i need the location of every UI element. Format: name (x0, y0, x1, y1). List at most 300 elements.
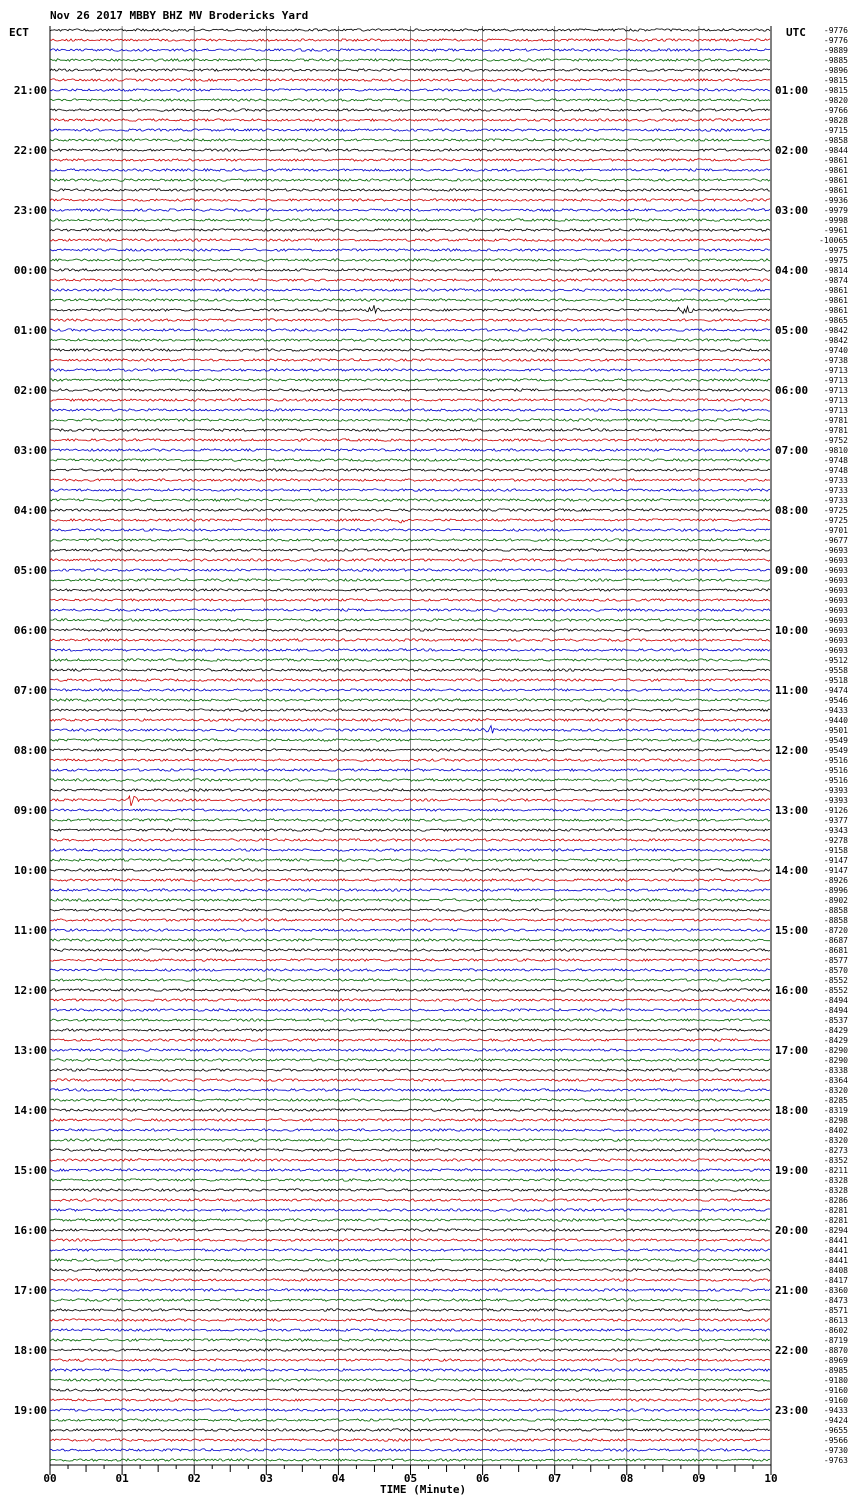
trace-row-85 (50, 879, 770, 881)
trace-row-5 (50, 79, 770, 81)
row-value-label: -9393 (823, 796, 848, 805)
x-tick-label: 05 (403, 1472, 418, 1485)
trace-row-133 (50, 1359, 770, 1361)
left-hour-label: 19:00 (13, 1404, 47, 1417)
left-hour-label: 05:00 (13, 564, 47, 577)
right-hour-label: 11:00 (775, 684, 809, 697)
trace-row-93 (50, 959, 770, 961)
x-axis-label: TIME (Minute) (380, 1483, 467, 1496)
row-value-label: -9861 (823, 176, 848, 185)
row-value-label: -9844 (823, 146, 848, 155)
trace-row-90 (50, 929, 770, 931)
row-value-label: -9748 (823, 466, 848, 475)
trace-row-24 (50, 269, 770, 271)
row-value-label: -9842 (823, 326, 848, 335)
row-value-label: -9861 (823, 166, 848, 175)
right-hour-label: 13:00 (775, 804, 809, 817)
trace-row-142 (50, 1449, 770, 1451)
trace-row-15 (50, 179, 770, 181)
trace-row-113 (50, 1159, 770, 1161)
trace-row-60 (50, 629, 770, 631)
trace-row-31 (50, 339, 770, 341)
right-hour-label: 09:00 (775, 564, 809, 577)
trace-row-77 (50, 796, 770, 806)
row-value-label: -8613 (823, 1316, 848, 1325)
trace-row-76 (50, 789, 770, 791)
minute-gridlines (122, 26, 699, 1465)
right-hour-label: 23:00 (775, 1404, 809, 1417)
row-value-label: -9713 (823, 386, 848, 395)
row-value-label: -8211 (823, 1166, 848, 1175)
left-hour-label: 06:00 (13, 624, 47, 637)
row-value-label: -8473 (823, 1296, 848, 1305)
row-value-label: -9158 (823, 846, 848, 855)
row-value-label: -8417 (823, 1276, 848, 1285)
trace-row-139 (50, 1419, 770, 1421)
row-value-label: -9655 (823, 1426, 848, 1435)
row-value-label: -9474 (823, 686, 848, 695)
row-value-label: -9180 (823, 1376, 848, 1385)
right-hour-label: 01:00 (775, 84, 809, 97)
trace-row-128 (50, 1309, 770, 1311)
trace-row-20 (50, 229, 770, 231)
row-value-label: -8602 (823, 1326, 848, 1335)
trace-row-26 (50, 289, 770, 291)
trace-row-67 (50, 699, 770, 701)
row-value-label: -9693 (823, 616, 848, 625)
trace-row-118 (50, 1209, 770, 1211)
row-value-label: -9738 (823, 356, 848, 365)
trace-row-7 (50, 99, 770, 101)
trace-row-45 (50, 479, 770, 481)
row-value-label: -9693 (823, 586, 848, 595)
trace-row-41 (50, 439, 770, 441)
row-value-label: -9725 (823, 506, 848, 515)
trace-row-64 (50, 669, 770, 671)
row-value-label: -9748 (823, 456, 848, 465)
row-value-label: -9393 (823, 786, 848, 795)
trace-row-75 (50, 779, 770, 781)
row-value-label: -8926 (823, 876, 848, 885)
trace-row-47 (50, 499, 770, 501)
row-value-label: -9998 (823, 216, 848, 225)
row-value-label: -8577 (823, 956, 848, 965)
trace-row-65 (50, 679, 770, 681)
row-value-label: -9693 (823, 646, 848, 655)
row-value-label: -9549 (823, 736, 848, 745)
row-value-label: -9693 (823, 546, 848, 555)
trace-row-123 (50, 1259, 770, 1261)
right-hour-label: 06:00 (775, 384, 809, 397)
trace-row-9 (50, 119, 770, 121)
row-value-label: -9278 (823, 836, 848, 845)
chart-title: Nov 26 2017 MBBY BHZ MV Brodericks Yard (50, 9, 309, 22)
left-hour-label: 03:00 (13, 444, 47, 457)
trace-row-6 (50, 89, 770, 91)
row-value-label: -9815 (823, 86, 848, 95)
row-value-label: -9701 (823, 526, 848, 535)
row-value-label: -9147 (823, 866, 848, 875)
row-value-label: -8441 (823, 1236, 848, 1245)
trace-row-59 (50, 619, 770, 621)
row-value-label: -8281 (823, 1216, 848, 1225)
left-hour-label: 10:00 (13, 864, 47, 877)
row-value-label: -9713 (823, 396, 848, 405)
trace-row-53 (50, 559, 770, 561)
trace-row-40 (50, 429, 770, 431)
row-value-label: -8360 (823, 1286, 848, 1295)
row-value-label: -8290 (823, 1056, 848, 1065)
x-tick-label: 07 (548, 1472, 562, 1485)
row-value-label: -9733 (823, 496, 848, 505)
right-hour-label: 07:00 (775, 444, 809, 457)
trace-row-122 (50, 1249, 770, 1251)
trace-row-102 (50, 1049, 770, 1051)
trace-row-54 (50, 569, 770, 571)
trace-row-46 (50, 489, 770, 491)
row-value-label: -9961 (823, 226, 848, 235)
trace-row-55 (50, 579, 770, 581)
left-hour-label: 23:00 (13, 204, 47, 217)
left-hour-label: 12:00 (13, 984, 47, 997)
left-hour-label: 15:00 (13, 1164, 47, 1177)
trace-row-95 (50, 979, 770, 981)
row-value-label: -9766 (823, 106, 848, 115)
row-value-label: -9858 (823, 136, 848, 145)
row-value-label: -9979 (823, 206, 848, 215)
trace-row-114 (50, 1169, 770, 1171)
trace-row-129 (50, 1319, 770, 1321)
trace-row-16 (50, 189, 770, 191)
trace-row-83 (50, 859, 770, 861)
trace-row-35 (50, 379, 770, 381)
row-value-label: -9733 (823, 486, 848, 495)
left-hour-label: 09:00 (13, 804, 47, 817)
trace-row-109 (50, 1119, 770, 1121)
row-value-label: -8286 (823, 1196, 848, 1205)
row-value-label: -9693 (823, 566, 848, 575)
right-hour-label: 14:00 (775, 864, 809, 877)
trace-row-137 (50, 1399, 770, 1401)
trace-row-126 (50, 1289, 770, 1291)
right-hour-label: 03:00 (775, 204, 809, 217)
row-value-label: -9776 (823, 36, 848, 45)
row-value-label: -9781 (823, 416, 848, 425)
row-value-label: -8902 (823, 896, 848, 905)
trace-row-56 (50, 589, 770, 591)
row-value-label: -9516 (823, 756, 848, 765)
x-tick-label: 02 (187, 1472, 201, 1485)
left-hour-label: 13:00 (13, 1044, 47, 1057)
row-value-label: -9377 (823, 816, 848, 825)
left-hour-label: 17:00 (13, 1284, 47, 1297)
x-tick-label: 00 (43, 1472, 57, 1485)
right-hour-label: 16:00 (775, 984, 809, 997)
row-value-label: -9725 (823, 516, 848, 525)
row-value-label: -9424 (823, 1416, 848, 1425)
trace-row-98 (50, 1009, 770, 1011)
trace-row-101 (50, 1039, 770, 1041)
row-value-label: -9828 (823, 116, 848, 125)
row-value-label: -9160 (823, 1386, 848, 1395)
trace-row-70 (50, 726, 770, 734)
row-value-label: -9518 (823, 676, 848, 685)
left-hour-label: 14:00 (13, 1104, 47, 1117)
trace-row-28 (50, 305, 770, 313)
trace-row-132 (50, 1349, 770, 1351)
trace-row-36 (50, 389, 770, 391)
right-axis-timezone-label: UTC (786, 26, 806, 39)
trace-row-108 (50, 1109, 770, 1111)
row-value-label: -8328 (823, 1186, 848, 1195)
trace-row-22 (50, 249, 770, 251)
trace-row-89 (50, 919, 770, 921)
row-value-label: -8494 (823, 1006, 848, 1015)
trace-row-79 (50, 819, 770, 821)
row-value-label: -8996 (823, 886, 848, 895)
row-value-label: -9975 (823, 256, 848, 265)
x-tick-label: 01 (115, 1472, 129, 1485)
row-value-label: -9865 (823, 316, 848, 325)
trace-row-94 (50, 969, 770, 971)
row-value-label: -8441 (823, 1246, 848, 1255)
row-value-label: -8571 (823, 1306, 848, 1315)
trace-row-11 (50, 139, 770, 141)
right-hour-label: 15:00 (775, 924, 809, 937)
trace-row-107 (50, 1099, 770, 1101)
trace-row-111 (50, 1139, 770, 1141)
trace-row-130 (50, 1329, 770, 1331)
trace-row-74 (50, 769, 770, 771)
trace-row-78 (50, 809, 770, 811)
trace-row-61 (50, 639, 770, 641)
trace-row-82 (50, 849, 770, 851)
trace-row-42 (50, 449, 770, 451)
trace-row-37 (50, 399, 770, 401)
row-value-label: -8294 (823, 1226, 848, 1235)
row-value-labels (819, 26, 848, 1465)
trace-row-110 (50, 1129, 770, 1131)
trace-row-124 (50, 1269, 770, 1271)
row-value-label: -8320 (823, 1086, 848, 1095)
row-value-label: -9896 (823, 66, 848, 75)
row-value-label: -9147 (823, 856, 848, 865)
left-hour-label: 08:00 (13, 744, 47, 757)
left-hour-label: 00:00 (13, 264, 47, 277)
row-value-label: -9713 (823, 366, 848, 375)
row-value-label: -9975 (823, 246, 848, 255)
trace-row-115 (50, 1179, 770, 1181)
trace-row-19 (50, 219, 770, 221)
row-value-label: -9433 (823, 1406, 848, 1415)
trace-row-58 (50, 609, 770, 611)
x-tick-label: 04 (331, 1472, 346, 1485)
row-value-label: -9433 (823, 706, 848, 715)
row-value-label: -8969 (823, 1356, 848, 1365)
trace-row-4 (50, 69, 770, 71)
trace-row-49 (50, 519, 770, 523)
trace-row-106 (50, 1089, 770, 1091)
trace-row-97 (50, 999, 770, 1001)
row-value-label: -9776 (823, 26, 848, 35)
row-value-label: -9693 (823, 596, 848, 605)
right-hour-label: 20:00 (775, 1224, 809, 1237)
row-value-label: -9820 (823, 96, 848, 105)
trace-row-81 (50, 839, 770, 841)
trace-row-69 (50, 719, 770, 721)
trace-row-23 (50, 259, 770, 261)
trace-row-38 (50, 409, 770, 411)
row-value-label: -9810 (823, 446, 848, 455)
trace-row-120 (50, 1229, 770, 1231)
row-value-label: -9861 (823, 286, 848, 295)
row-value-label: -8273 (823, 1146, 848, 1155)
row-value-label: -8858 (823, 906, 848, 915)
row-value-label: -9889 (823, 46, 848, 55)
row-value-label: -8319 (823, 1106, 848, 1115)
row-value-label: -8402 (823, 1126, 848, 1135)
trace-row-39 (50, 419, 770, 421)
trace-row-88 (50, 909, 770, 911)
trace-row-136 (50, 1389, 770, 1391)
trace-row-29 (50, 319, 770, 321)
row-value-label: -8687 (823, 936, 848, 945)
row-value-label: -9516 (823, 766, 848, 775)
left-hour-label: 16:00 (13, 1224, 47, 1237)
trace-row-21 (50, 239, 770, 241)
trace-row-140 (50, 1429, 770, 1431)
trace-row-125 (50, 1279, 770, 1281)
trace-row-119 (50, 1219, 770, 1221)
seismic-traces (50, 29, 770, 1461)
trace-row-12 (50, 149, 770, 151)
row-value-label: -9733 (823, 476, 848, 485)
row-value-label: -8441 (823, 1256, 848, 1265)
row-value-label: -9861 (823, 306, 848, 315)
trace-row-57 (50, 599, 770, 601)
right-hour-label: 21:00 (775, 1284, 809, 1297)
row-value-label: -8429 (823, 1036, 848, 1045)
row-value-label: -8494 (823, 996, 848, 1005)
trace-row-3 (50, 59, 770, 61)
row-value-label: -8570 (823, 966, 848, 975)
row-value-label: -9126 (823, 806, 848, 815)
row-value-label: -8720 (823, 926, 848, 935)
row-value-label: -9501 (823, 726, 848, 735)
left-hour-label: 04:00 (13, 504, 47, 517)
trace-row-103 (50, 1059, 770, 1061)
trace-row-96 (50, 989, 770, 991)
row-value-label: -8352 (823, 1156, 848, 1165)
right-hour-label: 18:00 (775, 1104, 809, 1117)
row-value-label: -9440 (823, 716, 848, 725)
row-value-label: -9815 (823, 76, 848, 85)
row-value-label: -9549 (823, 746, 848, 755)
row-value-label: -9861 (823, 186, 848, 195)
trace-row-131 (50, 1339, 770, 1341)
row-value-label: -9558 (823, 666, 848, 675)
row-value-label: -8338 (823, 1066, 848, 1075)
trace-row-127 (50, 1299, 770, 1301)
trace-row-68 (50, 709, 770, 711)
trace-row-50 (50, 529, 770, 531)
x-tick-label: 03 (259, 1472, 273, 1485)
row-value-label: -9512 (823, 656, 848, 665)
trace-row-44 (50, 469, 770, 471)
row-value-label: -9715 (823, 126, 848, 135)
row-value-label: -8858 (823, 916, 848, 925)
trace-row-33 (50, 359, 770, 361)
row-value-label: -9677 (823, 536, 848, 545)
trace-row-13 (50, 159, 770, 161)
trace-row-116 (50, 1189, 770, 1191)
trace-row-99 (50, 1019, 770, 1021)
row-value-label: -9516 (823, 776, 848, 785)
trace-row-63 (50, 659, 770, 661)
row-value-label: -9693 (823, 576, 848, 585)
row-value-label: -9546 (823, 696, 848, 705)
trace-row-52 (50, 549, 770, 551)
row-value-label: -9781 (823, 426, 848, 435)
right-hour-label: 04:00 (775, 264, 809, 277)
trace-row-62 (50, 649, 770, 651)
row-value-label: -9343 (823, 826, 848, 835)
row-value-label: -8537 (823, 1016, 848, 1025)
row-value-label: -9693 (823, 636, 848, 645)
trace-row-32 (50, 349, 770, 351)
right-hour-label: 02:00 (775, 144, 809, 157)
left-hour-label: 18:00 (13, 1344, 47, 1357)
trace-row-0 (50, 29, 770, 31)
left-hour-labels (14, 84, 47, 1417)
row-value-label: -9740 (823, 346, 848, 355)
trace-row-135 (50, 1379, 770, 1381)
row-value-label: -8429 (823, 1026, 848, 1035)
trace-row-104 (50, 1069, 770, 1071)
trace-row-112 (50, 1149, 770, 1151)
right-hour-label: 10:00 (775, 624, 809, 637)
trace-row-1 (50, 39, 770, 41)
left-hour-label: 02:00 (13, 384, 47, 397)
row-value-label: -9713 (823, 406, 848, 415)
x-tick-label: 08 (620, 1472, 634, 1485)
trace-row-92 (50, 949, 770, 951)
row-value-label: -9713 (823, 376, 848, 385)
left-axis-timezone-label: ECT (9, 26, 29, 39)
row-value-label: -9874 (823, 276, 848, 285)
trace-row-14 (50, 169, 770, 171)
trace-row-66 (50, 689, 770, 691)
row-value-label: -8281 (823, 1206, 848, 1215)
row-value-label: -8285 (823, 1096, 848, 1105)
trace-row-34 (50, 369, 770, 371)
trace-row-30 (50, 329, 770, 331)
row-value-label: -9730 (823, 1446, 848, 1455)
trace-row-71 (50, 739, 770, 741)
trace-row-143 (50, 1459, 770, 1461)
row-value-label: -9566 (823, 1436, 848, 1445)
row-value-label: -8552 (823, 976, 848, 985)
trace-row-72 (50, 749, 770, 751)
row-value-label: -8328 (823, 1176, 848, 1185)
row-value-label: -9693 (823, 606, 848, 615)
trace-row-117 (50, 1199, 770, 1201)
trace-row-87 (50, 899, 770, 901)
trace-row-80 (50, 829, 770, 831)
trace-row-10 (50, 129, 770, 131)
x-tick-label: 10 (764, 1472, 778, 1485)
x-tick-label: 06 (475, 1472, 490, 1485)
